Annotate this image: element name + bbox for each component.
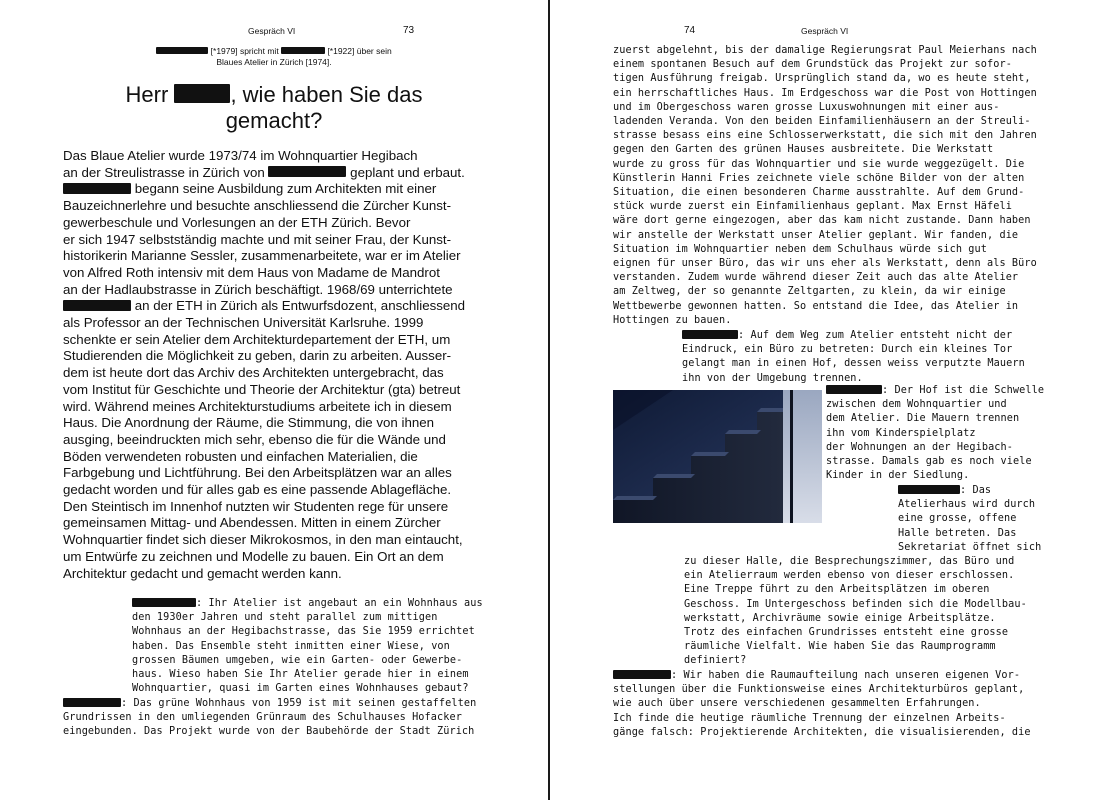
redaction-bar — [281, 47, 325, 54]
intro-paragraph: Das Blaue Atelier wurde 1973/74 im Wohnquartier Hegibach an der Streulistrasse in Zürich von geplant und erbaut. begann seine Ausbildung zum Architekten mit einer Bauzeichnerlehre und besuchte anschliessend die Zürcher Kunst- gewerbeschule und Vorlesungen an der ETH Zürich. Bevor er sich 1947 selbstständig machte und mit seiner Frau, der Kunst- historikerin Marianne Sessler, zusammenarbeitete, war er im Atelier von Alfred Roth intensiv mit dem Haus von Madame de Mandrot an der Hadlaubstrasse in Zürich beschäftigt. 1968/69 unterrichtete an der ETH in Zürich als Entwurfsdozent, anschliessend als Professor an der Technischen Universität Karlsruhe. 1999 schenkte er sein Atelier dem Architekturdepartement der ETH, um Studierenden die Möglichkeit zu geben, darin zu arbeiten. Ausser- dem ist heute dort das Archiv des Architekten untergebracht, das vom Institut für Geschichte und Theorie der Architektur (gta) betreut wird. Während meines Architekturstudiums arbeitete ich in diesem Haus. Die Anordnung der Räume, die Stimmung, die von ihnen ausging, beeindruckten mich sehr, ebenso die für die Wände und Böden verwendeten robusten und einfachen Materialien, die Farbgebung und Lichtführung. Bei den Arbeitsplätzen war an alles gedacht worden und für alles gab es eine passende Ablagefläche. Den Steintisch im Innenhof nutzten wir Studenten rege für unsere gemeinsamen Mittag- und Abendessen. Mitten in einem Zürcher Wohnquartier findet sich dieser Mikrokosmos, in den man eintaucht, um Entwürfe zu zeichnen und Modelle zu bauen. Ein Ort an dem Architektur gedacht und gemacht werden kann. — [63, 148, 466, 581]
redaction-bar — [63, 698, 121, 707]
redaction-bar — [132, 598, 196, 607]
redaction-bar — [898, 485, 960, 494]
redaction-bar — [174, 84, 230, 103]
architect-answer: : Wir haben die Raumaufteilung nach unseren eigenen Vor- stellungen über die Funktionsweise eines Architekturbüros geplant, wie auch über unsere verschiedenen gesammelten Erfahrungen. Ich finde die heutige räumliche Trennung der einzelnen Arbeits- gänge falsch: Projektierende Architekten, die visualisierenden, die — [613, 670, 1031, 738]
page-number: 74 — [684, 25, 696, 36]
interviewer-question: : Ihr Atelier ist angebaut an ein Wohnhaus aus den 1930er Jahren und steht parallel zum mittigen Wohnhaus an der Hegibachstrasse, das Sie 1959 errichtet haben. Das Ensemble steht inmitten einer Wiese, von grossen Bäumen umgeben, wie ein Garten- oder Gewerbe- haus. Wieso haben Sie Ihr Atelier gerade hier in einem Wohnquartier, quasi im Garten eines Wohnhauses gebaut? — [132, 598, 483, 695]
redaction-bar — [826, 385, 882, 394]
architect-answer: : Der Hof ist die Schwelle zwischen dem Wohnquartier und dem Atelier. Die Mauern trennen ihn vom Kinderspielplatz der Wohnungen an der Hegibach- strasse. Damals gab es noch viele Kinder in der Siedlung. — [826, 385, 1045, 482]
redaction-bar — [682, 330, 738, 339]
redaction-bar — [63, 183, 131, 194]
redaction-bar — [268, 166, 346, 177]
interviewer-question: : Auf dem Weg zum Atelier entsteht nicht der Eindruck, ein Büro zu betreten: Durch ein kleines Tor gelangt man in einen Hof, dessen weiss verputzte Mauern ihn von der Umgebung trennen. — [682, 330, 1025, 384]
intro-credit: [*1979] spricht mit [*1922] über sein Blaues Atelier in Zürich [1974]. — [0, 46, 548, 68]
redaction-bar — [156, 47, 208, 54]
article-title: Herr , wie haben Sie das gemacht? — [125, 82, 423, 133]
running-header: Gespräch VI — [801, 26, 849, 36]
running-header: Gespräch VI — [248, 26, 296, 36]
architect-answer: : Das grüne Wohnhaus von 1959 ist mit seinen gestaffelten Grundrissen in den umliegenden Grünraum des Schulhauses Hofacker eingebunden. Das Projekt wurde von der Baubehörde der Stadt Zürich — [63, 698, 477, 738]
staircase-image — [613, 390, 822, 523]
answer-continuation: zuerst abgelehnt, bis der damalige Regierungsrat Paul Meierhans nach einem spontanen Besuch auf dem Grundstück das Projekt zur sofor- tigen Ausführung freigab. Ursprünglich stand da, wo es heute steht, ein herrschaftliches Haus. Im Erdgeschoss war die Post von Hottingen und im Obergeschoss waren grosse Luxuswohnungen mit einer aus- ladenden Veranda. Von den beiden Einfamilienhäusern an der Streuli- strasse besass eins eine Schlosserwerkstatt, die sich mit den Jahren gegen den Garten des grünen Hauses ausbreitete. Die Werkstatt wurde zu gross für das Wohnquartier und sie wurde weggezügelt. Die Künstlerin Hanni Fries zeichnete viele schöne Bilder von der alten Situation, die einen besonderen Charme ausstrahlte. Auf dem Grund- stück wurde zuerst ein Einfamilienhaus geplant. Max Ernst Häfeli wäre dort gerne eingezogen, aber das kam nicht zustande. Dann haben wir anstelle der Werkstatt unser Atelier geplant. Wir fanden, die Situation im Wohnquartier neben dem Schulhaus würde sich gut eignen für unser Büro, das wir uns eher als Werkstatt, denn als Büro verstanden. Zudem wurde während dieser Zeit auch das alte Atelier am Zeltweg, der so genannte Zeltgarten, zu klein, da wir einige Wettbewerbe gewonnen hatten. So entstand die Idee, das Atelier in Hottingen zu bauen. — [613, 45, 1037, 326]
left-page — [0, 0, 548, 800]
redaction-bar — [63, 300, 131, 311]
redaction-bar — [613, 670, 671, 679]
interviewer-question-cont: zu dieser Halle, die Besprechungszimmer, das Büro und ein Atelierraum werden ebenso von dieser erschlossen. Eine Treppe führt zu den Arbeitsplätzen im oberen Geschoss. Im Untergeschoss befinden sich die Modellbau- werkstatt, Archivräume sowie einige Arbeitsplätze. Trotz des einfachen Grundrisses entsteht eine grosse räumliche Vielfalt. Wie haben Sie das Raumprogramm definiert? — [684, 556, 1027, 667]
interviewer-question: : Das Atelierhaus wird durch eine grosse, offene Halle betreten. Das Sekretariat öffnet sich — [898, 485, 1042, 553]
staircase-photo — [613, 390, 822, 523]
page-number: 73 — [403, 25, 415, 36]
